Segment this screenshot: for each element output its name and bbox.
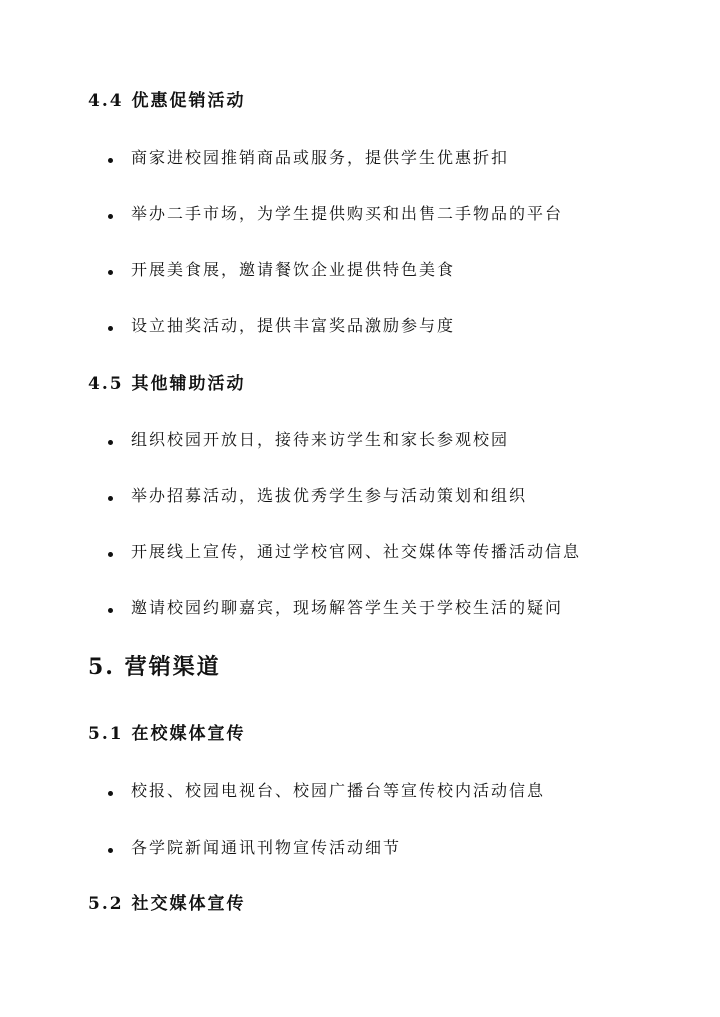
chapter-heading-5: 5. 营销渠道: [88, 654, 221, 680]
list-item: [108, 430, 509, 450]
list-item: [108, 542, 581, 562]
bullet-icon: [108, 326, 113, 331]
bullet-icon: [108, 496, 113, 501]
bullet-icon: [108, 270, 113, 275]
list-item: [108, 316, 455, 336]
section-heading-4-5: 4.5 其他辅助活动: [88, 374, 246, 394]
list-item-text: 开展美食展，邀请餐饮企业提供特色美食: [131, 260, 456, 279]
list-item: [108, 148, 509, 168]
section-heading-4-4: 4.4 优惠促销活动: [88, 91, 246, 111]
bullet-icon: [108, 791, 113, 796]
list-item: [108, 838, 401, 858]
bullet-icon: [108, 552, 113, 557]
bullet-icon: [108, 158, 113, 163]
list-item: [108, 781, 545, 801]
bullet-icon: [108, 848, 113, 853]
bullet-icon: [108, 608, 113, 613]
list-item-text: 举办二手市场，为学生提供购买和出售二手物品的平台: [131, 204, 564, 223]
bullet-icon: [108, 214, 113, 219]
list-item: [108, 260, 455, 280]
list-item-text: 举办招募活动，选拔优秀学生参与活动策划和组织: [131, 486, 528, 505]
list-item-text: 组织校园开放日，接待来访学生和家长参观校园: [131, 430, 510, 449]
list-item: [108, 598, 563, 618]
bullet-icon: [108, 440, 113, 445]
section-heading-5-1: 5.1 在校媒体宣传: [88, 724, 246, 744]
list-item: [108, 486, 527, 506]
list-item-text: 设立抽奖活动，提供丰富奖品激励参与度: [131, 316, 456, 335]
list-item-text: 邀请校园约聊嘉宾，现场解答学生关于学校生活的疑问: [131, 598, 564, 617]
list-item-text: 商家进校园推销商品或服务，提供学生优惠折扣: [131, 148, 510, 167]
list-item-text: 开展线上宣传，通过学校官网、社交媒体等传播活动信息: [131, 542, 582, 561]
list-item-text: 各学院新闻通讯刊物宣传活动细节: [131, 838, 402, 857]
list-item-text: 校报、校园电视台、校园广播台等宣传校内活动信息: [131, 781, 546, 800]
list-item: [108, 204, 563, 224]
section-heading-5-2: 5.2 社交媒体宣传: [88, 894, 246, 914]
